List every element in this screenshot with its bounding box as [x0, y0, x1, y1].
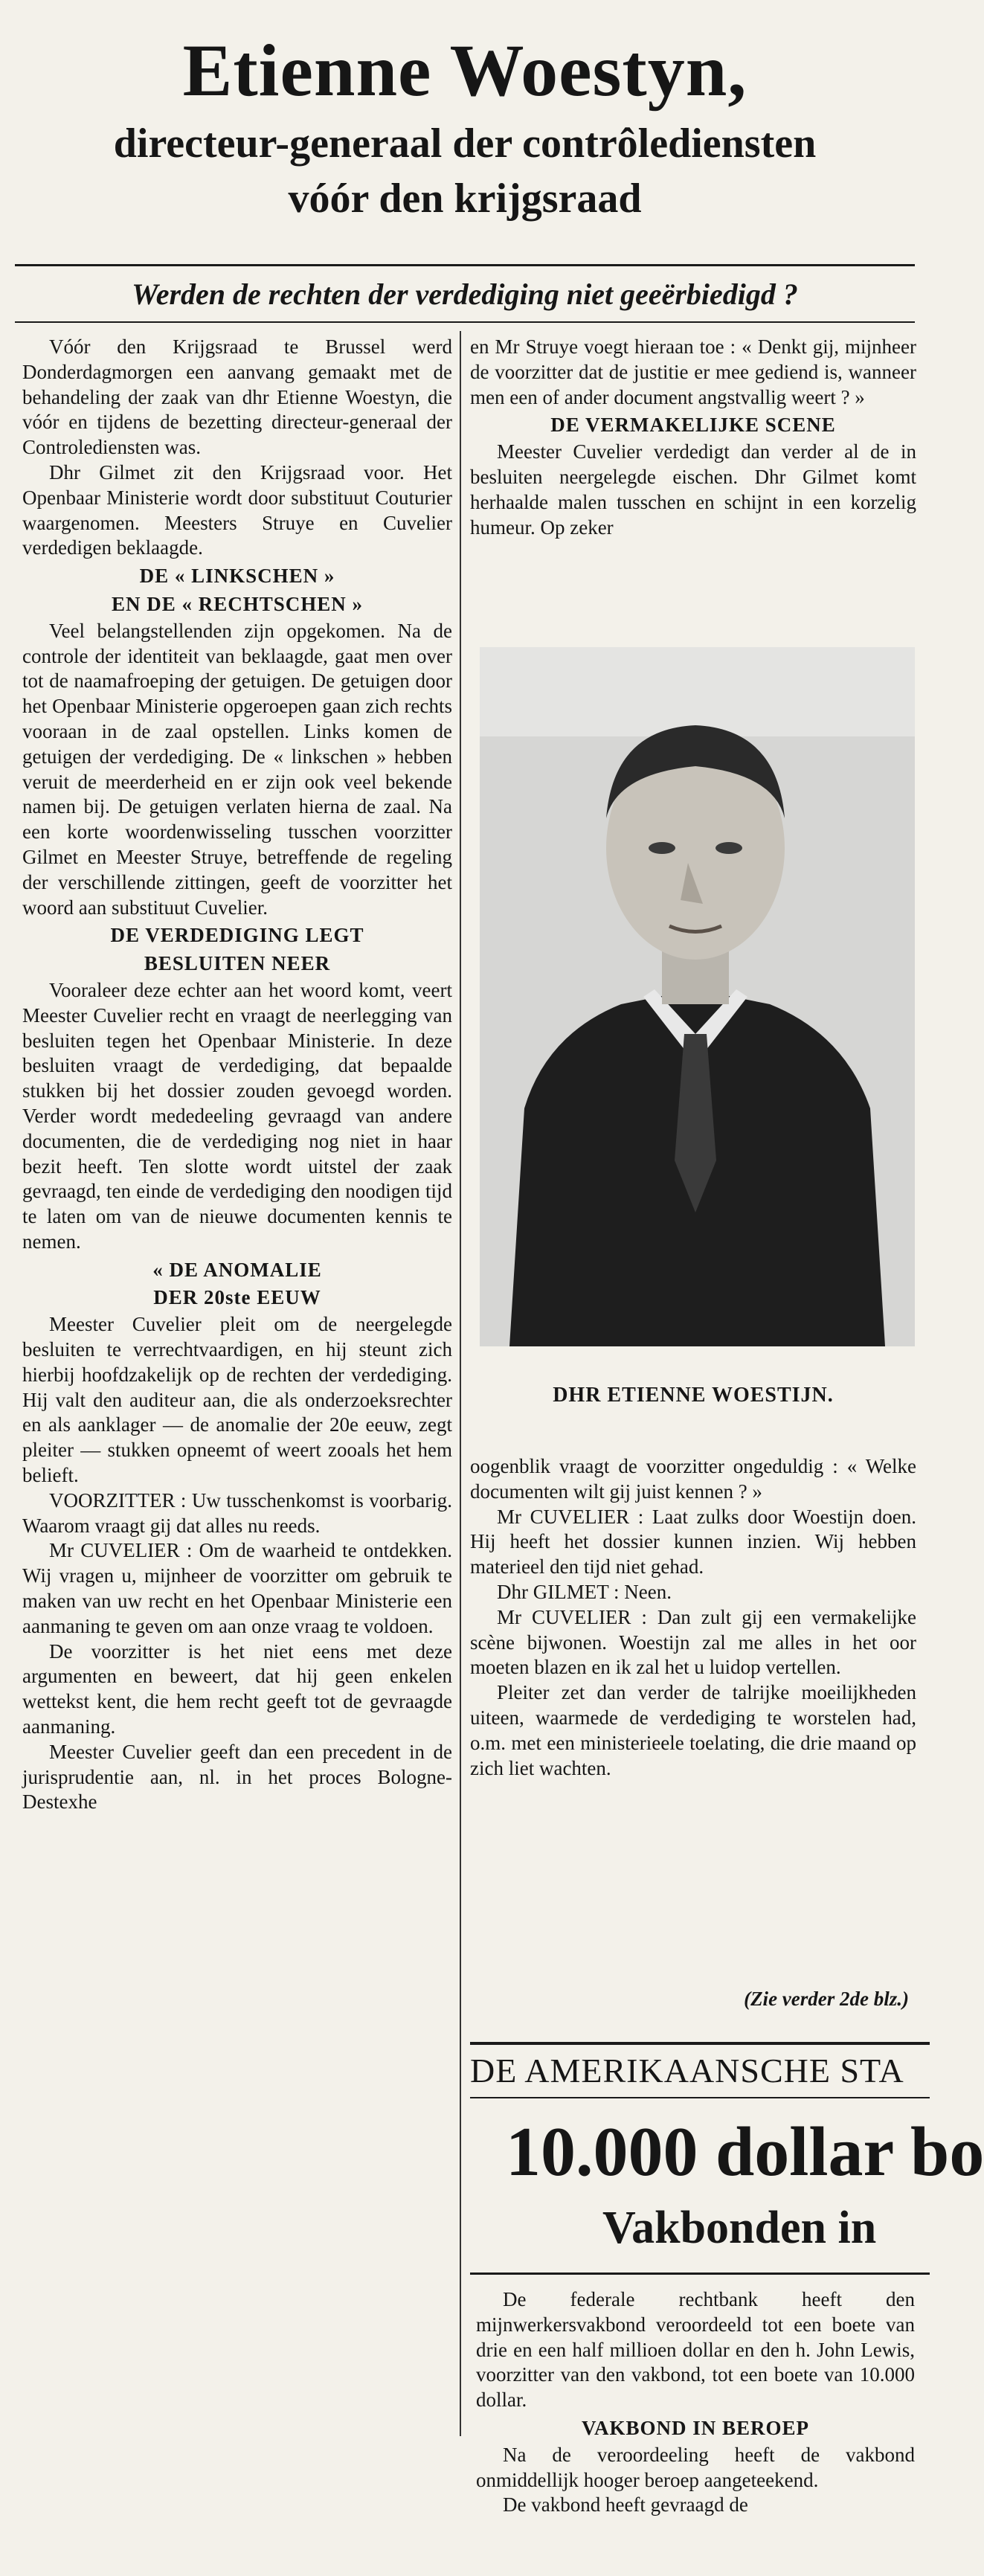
second-article-rule [470, 2273, 930, 2275]
kicker-rule [15, 321, 915, 323]
paragraph: Na de veroordeeling heeft de vakbond onmiddellijk hooger beroep aangeteekend. [476, 2443, 915, 2491]
subheading: DE VERDEDIGING LEGT [110, 924, 364, 947]
paragraph: VOORZITTER : Uw tusschenkomst is voorbarig. Waarom vraagt gij dat alles nu reeds. [22, 1488, 452, 1537]
paragraph: Dhr Gilmet zit den Krijgsraad voor. Het Openbaar Ministerie wordt door substituut Couturier waargenomen. Meesters Struye en Cuvelier verdedigen beklaagde. [22, 460, 452, 559]
second-article-subtitle: Vakbonden in [602, 2203, 877, 2253]
subheading: « DE ANOMALIE [152, 1258, 322, 1281]
headline-rule [15, 264, 915, 266]
paragraph: Meester Cuvelier geeft dan een precedent in de jurisprudentie aan, nl. in het proces Bologne-Destexhe [22, 1740, 452, 1814]
paragraph: De federale rechtbank heeft den mijnwerkersvakbond veroordeeld tot een boete van drie en een half millioen dollar en den h. John Lewis, voorzitter van den vakbond, tot een boete van 10.000 dollar. [476, 2288, 915, 2412]
paragraph: en Mr Struye voegt hieraan toe : « Denkt gij, mijnheer de voorzitter dat de justitie er mee gediend is, wanneer men een of ander document angstvallig weert ? » [470, 335, 916, 408]
paragraph: Vóór den Krijgsraad te Brussel werd Donderdagmorgen een aanvang gemaakt met de behandeling der zaak van dhr Etienne Woestyn, die vóór en tijdens de bezetting directeur-generaal der Controlediensten was. [22, 335, 452, 459]
paragraph: Pleiter zet dan verder de talrijke moeilijkheden uiteen, waarmede de verdediging te worstelen had, o.m. met een ministerieele toelating, die drie maand op zich liet wachten. [470, 1681, 916, 1779]
subheading: DER 20ste EEUW [153, 1286, 321, 1309]
article-title: Etienne Woestyn, [182, 29, 747, 112]
article-headline [0, 30, 930, 226]
section-heading: DE AMERIKAANSCHE STA [470, 2042, 930, 2098]
portrait-photo [480, 647, 915, 1346]
continued-notice: (Zie verder 2de blz.) [744, 1988, 909, 2010]
photo-caption: DHR ETIENNE WOESTIJN. [553, 1384, 834, 1407]
article-subtitle-2: vóór den krijgsraad [288, 176, 642, 222]
paragraph: De vakbond heeft gevraagd de [503, 2493, 748, 2516]
left-column [22, 335, 452, 1815]
paragraph: Dhr GILMET : Neen. [497, 1580, 672, 1603]
subheading: DE VERMAKELIJKE SCENE [550, 414, 836, 437]
portrait-illustration [480, 647, 915, 1346]
paragraph: Meester Cuvelier pleit om de neergelegde besluiten te verrechtvaardigen, en hij steunt zich hierbij hoofdzakelijk op de rechten der verdediging. Hij valt den auditeur aan, die als onderzoeksrechter en als aanklager — de anomalie der 20e eeuw, zegt pleiter — stukken opneemt of weert zooals het hem belieft. [22, 1313, 452, 1487]
paragraph: Mr CUVELIER : Dan zult gij een vermakelijke scène bijwonen. Woestijn zal me alles in het oor moeten blazen en ik zal het u luidop vertellen. [470, 1605, 916, 1679]
subheading: BESLUITEN NEER [144, 952, 331, 975]
subheading: DE « LINKSCHEN » [139, 565, 335, 588]
article-subtitle-1: directeur-generaal der contrôlediensten [113, 121, 817, 167]
second-article-body [476, 2287, 915, 2518]
second-article-title: 10.000 dollar bo [506, 2113, 984, 2191]
paragraph: Meester Cuvelier verdedigt dan verder al de in besluiten neergelegde eischen. Dhr Gilmet komt herhaalde malen tusschen en schijnt in een korzelig humeur. Op zeker [470, 440, 916, 539]
subheading: VAKBOND IN BEROEP [581, 2416, 810, 2439]
paragraph: Mr CUVELIER : Om de waarheid te ontdekken. Wij vragen u, mijnheer de voorzitter om gebruik te maken van uw recht en het Openbaar Ministerie een aanmaning te geven om aan onze vraag te voldoen. [22, 1539, 452, 1637]
paragraph: De voorzitter is het niet eens met deze argumenten en beweert, dat hij geen enkelen wettekst kent, die hem recht geeft tot de gevraagde aanmaning. [22, 1639, 452, 1738]
subheading: EN DE « RECHTSCHEN » [111, 592, 364, 615]
article-kicker: Werden de rechten der verdediging niet geeërbiedigd ? [132, 277, 798, 311]
paragraph: Vooraleer deze echter aan het woord komt, veert Meester Cuvelier recht en vraagt de neerlegging van besluiten tegen het Openbaar Ministerie. In deze besluiten vraagt de verdediging, dat bepaalde stukken bij het dossier zouden gevoegd worden. Verder wordt mededeeling gevraagd van andere documenten, die de verdediging nog niet in haar bezit heeft. Ten slotte wordt uitstel der zaak gevraagd, ten einde de verdediging den noodigen tijd te laten om van de nieuwe documenten kennis te nemen. [22, 978, 452, 1253]
column-divider [460, 331, 461, 2436]
right-column-middle [470, 1454, 916, 1781]
right-column-top [470, 335, 916, 540]
paragraph: oogenblik vraagt de voorzitter ongeduldig : « Welke documenten wilt gij juist kennen ? » [470, 1455, 916, 1503]
paragraph: Mr CUVELIER : Laat zulks door Woestijn doen. Hij heeft het dossier kunnen inzien. Wij hebben materieel den tijd niet gehad. [470, 1505, 916, 1578]
paragraph: Veel belangstellenden zijn opgekomen. Na de controle der identiteit van beklaagde, gaat men over tot de naamafroeping der getuigen. De getuigen door het Openbaar Ministerie opgeroepen gaan zich rechts vooraan in de zaal opstellen. Links komen de getuigen der verdediging. De « linkschen » hebben veruit de meerderheid en er zijn ook veel bekende namen bij. De getuigen verlaten hierna de zaal. Na een korte woordenwisseling tusschen voorzitter Gilmet en Meester Struye, betreffende de regeling der verschillende zittingen, geeft de voorzitter het woord aan substituut Cuvelier. [22, 619, 452, 919]
